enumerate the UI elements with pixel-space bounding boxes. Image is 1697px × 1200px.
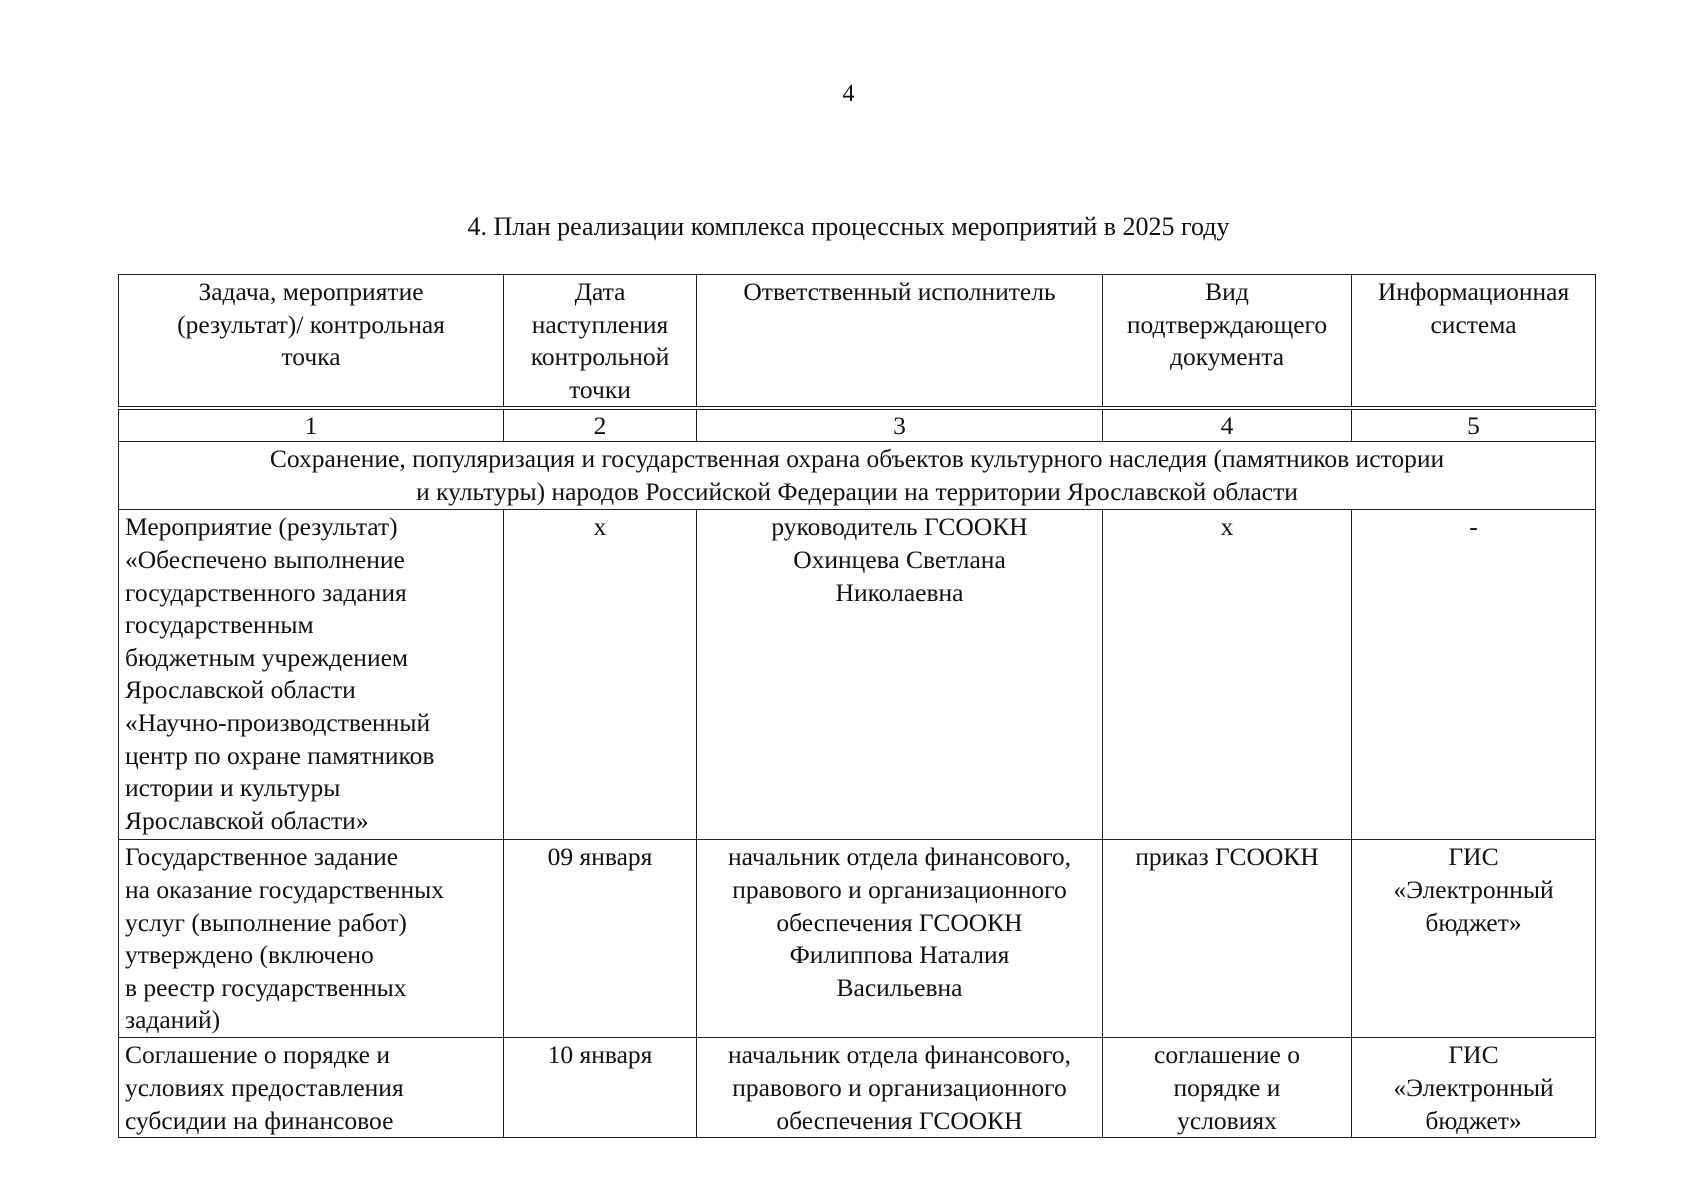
header-system: Информационная система	[1352, 275, 1596, 409]
column-number: 4	[1103, 408, 1352, 442]
column-number: 5	[1352, 408, 1596, 442]
date-cell: x	[504, 510, 697, 840]
header-task: Задача, мероприятие (результат)/ контрольная точка	[119, 275, 504, 409]
table-row	[119, 1038, 1596, 1138]
document-cell: соглашение о порядке и условиях	[1103, 1038, 1352, 1138]
table-row	[119, 840, 1596, 1038]
system-cell: ГИС «Электронный бюджет»	[1352, 1038, 1596, 1138]
column-number-row	[119, 408, 1596, 442]
header-responsible: Ответственный исполнитель	[697, 275, 1103, 409]
plan-table	[118, 274, 1596, 1138]
document-title: 4. План реализации комплекса процессных мероприятий в 2025 году	[467, 212, 1230, 241]
column-number: 3	[697, 408, 1103, 442]
table-header-row	[119, 275, 1596, 409]
responsible-cell: руководитель ГСООКН Охинцева Светлана Николаевна	[697, 510, 1103, 840]
document-cell: x	[1103, 510, 1352, 840]
task-cell: Мероприятие (результат) «Обеспечено выполнение государственного задания государственным бюджетным учреждением Ярославской области «Научно-производственный центр по охране памятников истории и культуры Ярославской области»	[119, 510, 504, 840]
responsible-cell: начальник отдела финансового, правового и организационного обеспечения ГСООКН Филиппова Наталия Васильевна	[697, 840, 1103, 1038]
column-number: 1	[119, 408, 504, 442]
section-row	[119, 442, 1596, 510]
date-cell: 10 января	[504, 1038, 697, 1138]
responsible-cell: начальник отдела финансового, правового и организационного обеспечения ГСООКН	[697, 1038, 1103, 1138]
task-cell: Государственное задание на оказание государственных услуг (выполнение работ) утверждено (включено в реестр государственных заданий)	[119, 840, 504, 1038]
header-date: Дата наступления контрольной точки	[504, 275, 697, 409]
task-cell: Соглашение о порядке и условиях предоставления субсидии на финансовое	[119, 1038, 504, 1138]
header-document: Вид подтверждающего документа	[1103, 275, 1352, 409]
table-row	[119, 510, 1596, 840]
column-number: 2	[504, 408, 697, 442]
system-cell: -	[1352, 510, 1596, 840]
document-cell: приказ ГСООКН	[1103, 840, 1352, 1038]
section-heading: Сохранение, популяризация и государственная охрана объектов культурного наследия (памятников истории и культуры) народов Российской Федерации на территории Ярославской области	[119, 442, 1596, 510]
page-number: 4	[842, 81, 855, 107]
date-cell: 09 января	[504, 840, 697, 1038]
system-cell: ГИС «Электронный бюджет»	[1352, 840, 1596, 1038]
